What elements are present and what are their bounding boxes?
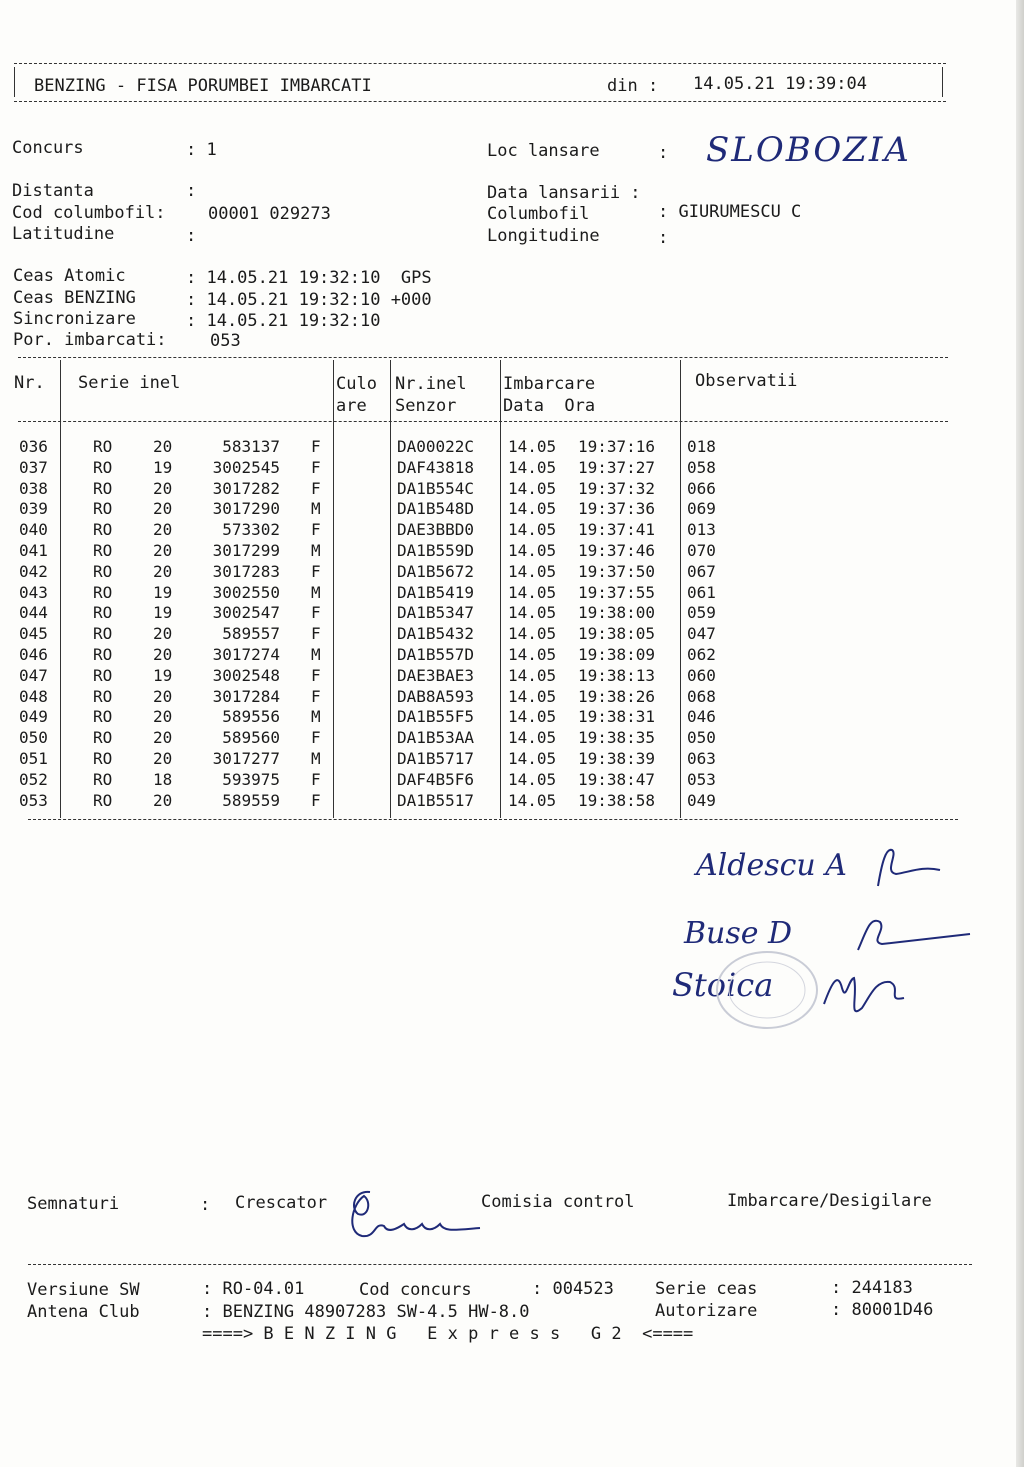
cell-date: 14.05 (508, 665, 557, 685)
header-top-rule (14, 63, 946, 64)
cell-observatii: 013 (687, 520, 716, 540)
cell-year: 19 (153, 457, 173, 477)
table-row (0, 602, 960, 623)
crescator-signature (338, 1184, 488, 1248)
cell-sensor-ring: DAE3BAE3 (397, 665, 475, 685)
antena-club-label: Antena Club (27, 1302, 140, 1322)
cell-sex: F (311, 520, 321, 540)
cell-country: RO (93, 478, 113, 498)
club-stamp (712, 948, 822, 1032)
table-top-rule (18, 357, 948, 358)
cell-country: RO (93, 707, 113, 727)
cell-observatii: 059 (687, 603, 716, 623)
cell-nr: 051 (19, 749, 48, 768)
cell-time: 19:37:27 (578, 457, 656, 477)
table-row (0, 727, 960, 748)
ceas-benzing-value: : 14.05.21 19:32:10 +000 (186, 290, 432, 310)
cell-year: 20 (153, 686, 173, 706)
cell-year: 20 (153, 437, 173, 456)
cell-ring-number: 3017290 (212, 499, 280, 519)
cell-sensor-ring: DA1B55F5 (397, 707, 475, 727)
cell-date: 14.05 (508, 582, 557, 602)
cell-country: RO (93, 769, 113, 789)
header-culoare-line1: Culo (336, 374, 377, 394)
porumbei-imbarcati-value: 053 (210, 331, 241, 351)
cell-nr: 052 (19, 769, 48, 789)
cell-ring-number: 573302 (222, 520, 280, 540)
cell-country: RO (93, 437, 113, 456)
header-right-border (942, 67, 943, 97)
signature-scribble-2 (840, 908, 975, 956)
ceas-benzing-label: Ceas BENZING (13, 288, 136, 308)
cell-observatii: 069 (687, 499, 716, 519)
cell-observatii: 066 (687, 478, 716, 498)
cell-ring-number: 3002550 (212, 582, 280, 602)
cell-nr: 043 (19, 582, 48, 602)
cell-date: 14.05 (508, 457, 557, 477)
cell-ring-number: 589557 (222, 624, 280, 644)
longitudine-label: Longitudine (487, 226, 600, 246)
cell-date: 14.05 (508, 520, 557, 540)
cell-year: 20 (153, 624, 173, 644)
cell-observatii: 061 (687, 582, 716, 602)
cell-time: 19:37:16 (578, 437, 656, 456)
cell-sex: F (311, 790, 321, 810)
table-row (0, 790, 960, 811)
cell-sensor-ring: DA1B548D (397, 499, 475, 519)
cell-nr: 037 (19, 457, 48, 477)
loc-lansare-handwritten: SLOBOZIA (706, 130, 911, 170)
cell-ring-number: 3017284 (212, 686, 280, 706)
table-row (0, 519, 960, 540)
table-row (0, 436, 960, 457)
table-header-rule (18, 421, 948, 422)
cell-sensor-ring: DAB8A593 (397, 686, 475, 706)
table-bottom-rule (28, 819, 958, 820)
cell-nr: 040 (19, 520, 48, 540)
serie-ceas-value: : 244183 (831, 1278, 913, 1298)
cell-time: 19:38:26 (578, 686, 656, 706)
signature-scribble-1 (870, 842, 950, 890)
header-bottom-rule (14, 101, 946, 102)
cell-nr: 047 (19, 665, 48, 685)
printed-at-label: din : (607, 76, 659, 96)
cell-date: 14.05 (508, 499, 557, 519)
table-row (0, 769, 960, 790)
versiune-sw-value: : RO-04.01 (202, 1279, 305, 1299)
header-culoare-line2: are (336, 396, 367, 416)
cell-country: RO (93, 561, 113, 581)
distanta-label: Distanta (12, 181, 94, 201)
table-row (0, 748, 960, 769)
cell-date: 14.05 (508, 790, 557, 810)
cell-sex: F (311, 624, 321, 644)
cell-time: 19:37:46 (578, 541, 656, 560)
semnaturi-separator: : (200, 1195, 211, 1215)
cell-nr: 042 (19, 561, 48, 581)
cell-country: RO (93, 749, 113, 768)
ceas-atomic-value: : 14.05.21 19:32:10 GPS (186, 268, 432, 288)
cell-sex: M (311, 582, 321, 602)
cell-year: 20 (153, 520, 173, 540)
cell-sensor-ring: DAF43818 (397, 457, 475, 477)
table-row (0, 665, 960, 686)
cell-sensor-ring: DAE3BBD0 (397, 520, 475, 540)
cell-nr: 046 (19, 645, 48, 664)
cell-sex: M (311, 645, 321, 664)
cell-sex: F (311, 769, 321, 789)
cell-time: 19:37:41 (578, 520, 656, 540)
cell-sensor-ring: DA1B53AA (397, 728, 475, 748)
versiune-sw-label: Versiune SW (27, 1280, 140, 1300)
cell-ring-number: 589556 (222, 707, 280, 727)
cell-nr: 036 (19, 437, 48, 456)
header-observatii: Observatii (695, 371, 798, 391)
cell-date: 14.05 (508, 541, 557, 560)
cell-sensor-ring: DA1B5517 (397, 790, 475, 810)
cell-country: RO (93, 582, 113, 602)
cell-time: 19:38:39 (578, 749, 656, 768)
concurs-value: : 1 (186, 140, 217, 160)
header-senzor-line2: Senzor (395, 396, 457, 416)
cell-year: 19 (153, 582, 173, 602)
cell-sex: M (311, 749, 321, 768)
cell-ring-number: 3017283 (212, 561, 280, 581)
cell-country: RO (93, 686, 113, 706)
cell-observatii: 053 (687, 769, 716, 789)
comisia-control-label: Comisia control (481, 1192, 635, 1212)
cell-nr: 050 (19, 728, 48, 748)
cell-year: 20 (153, 478, 173, 498)
cell-sensor-ring: DA1B554C (397, 478, 475, 498)
cell-observatii: 067 (687, 561, 716, 581)
data-lansarii-label: Data lansarii : (487, 183, 641, 203)
cell-ring-number: 3017274 (212, 645, 280, 664)
cell-country: RO (93, 457, 113, 477)
cell-country: RO (93, 624, 113, 644)
ceas-atomic-label: Ceas Atomic (13, 266, 126, 286)
cell-time: 19:38:09 (578, 645, 656, 664)
cell-time: 19:37:36 (578, 499, 656, 519)
cell-sex: F (311, 561, 321, 581)
cell-time: 19:37:50 (578, 561, 656, 581)
table-row (0, 478, 960, 499)
signature-scribble-3 (818, 962, 918, 1024)
cell-date: 14.05 (508, 707, 557, 727)
cell-date: 14.05 (508, 749, 557, 768)
table-row (0, 457, 960, 478)
cell-sex: F (311, 457, 321, 477)
cell-observatii: 062 (687, 645, 716, 664)
header-imbarcare-line1: Imbarcare (503, 374, 596, 394)
latitudine-value: : (186, 226, 197, 246)
cell-ring-number: 3017282 (212, 478, 280, 498)
header-left-border (14, 67, 15, 97)
cell-sensor-ring: DA1B5347 (397, 603, 475, 623)
cell-time: 19:38:05 (578, 624, 656, 644)
table-row (0, 582, 960, 603)
cell-year: 20 (153, 728, 173, 748)
committee-member-1: Aldescu A (696, 848, 847, 883)
cell-observatii: 046 (687, 707, 716, 727)
cell-year: 20 (153, 561, 173, 581)
table-row (0, 686, 960, 707)
loc-lansare-separator: : (658, 143, 669, 163)
cell-sex: M (311, 541, 321, 560)
cell-ring-number: 3002548 (212, 665, 280, 685)
cell-date: 14.05 (508, 624, 557, 644)
cod-concurs-label: Cod concurs (359, 1280, 472, 1300)
cell-date: 14.05 (508, 645, 557, 664)
cell-nr: 048 (19, 686, 48, 706)
cell-country: RO (93, 541, 113, 560)
distanta-value: : (186, 181, 197, 201)
cell-ring-number: 589560 (222, 728, 280, 748)
cell-nr: 038 (19, 478, 48, 498)
cell-time: 19:37:32 (578, 478, 656, 498)
table-row (0, 623, 960, 644)
cell-year: 19 (153, 665, 173, 685)
loc-lansare-label: Loc lansare (487, 141, 600, 161)
columbofil-label: Columbofil (487, 204, 590, 224)
porumbei-imbarcati-label: Por. imbarcati: (13, 330, 167, 350)
autorizare-value: : 80001D46 (831, 1300, 934, 1320)
cell-year: 18 (153, 769, 173, 789)
cell-time: 19:38:35 (578, 728, 656, 748)
cell-nr: 041 (19, 541, 48, 560)
cell-sensor-ring: DA1B5432 (397, 624, 475, 644)
antena-club-value: : BENZING 48907283 SW-4.5 HW-8.0 (202, 1302, 530, 1322)
cell-time: 19:38:31 (578, 707, 656, 727)
cell-year: 19 (153, 603, 173, 623)
printed-at-value: 14.05.21 19:39:04 (693, 74, 867, 94)
cell-sex: F (311, 478, 321, 498)
table-row (0, 540, 960, 561)
document-title: BENZING - FISA PORUMBEI IMBARCATI (34, 76, 372, 96)
cell-observatii: 050 (687, 728, 716, 748)
benzing-express-banner: ====> B E N Z I N G E x p r e s s G 2 <==== (202, 1324, 694, 1344)
cell-sex: F (311, 437, 321, 456)
cell-date: 14.05 (508, 769, 557, 789)
cod-columbofil-value: 00001 029273 (208, 204, 331, 224)
footer-rule (28, 1264, 972, 1265)
cell-nr: 053 (19, 790, 48, 810)
cell-date: 14.05 (508, 478, 557, 498)
cell-sensor-ring: DA1B557D (397, 645, 475, 664)
cell-country: RO (93, 728, 113, 748)
cell-date: 14.05 (508, 561, 557, 581)
cell-country: RO (93, 603, 113, 623)
cell-year: 20 (153, 790, 173, 810)
cell-ring-number: 589559 (222, 790, 280, 810)
cell-country: RO (93, 499, 113, 519)
cell-sex: F (311, 728, 321, 748)
cell-country: RO (93, 645, 113, 664)
cell-date: 14.05 (508, 437, 557, 456)
cell-ring-number: 593975 (222, 769, 280, 789)
latitudine-label: Latitudine (12, 224, 115, 244)
cell-observatii: 060 (687, 665, 716, 685)
cell-year: 20 (153, 541, 173, 560)
cod-columbofil-label: Cod columbofil: (12, 203, 166, 223)
cell-nr: 049 (19, 707, 48, 727)
paper-edge-shadow (1016, 0, 1024, 1467)
cell-country: RO (93, 790, 113, 810)
cell-ring-number: 583137 (222, 437, 280, 456)
cell-year: 20 (153, 499, 173, 519)
cell-sensor-ring: DA1B559D (397, 541, 475, 560)
cell-ring-number: 3017277 (212, 749, 280, 768)
cell-ring-number: 3002545 (212, 457, 280, 477)
concurs-label: Concurs (12, 138, 84, 158)
committee-member-3: Stoica (672, 966, 774, 1004)
header-data-ora-line2: Data Ora (503, 396, 596, 416)
table-row (0, 644, 960, 665)
cod-concurs-value: : 004523 (532, 1279, 614, 1299)
cell-time: 19:37:55 (578, 582, 656, 602)
cell-sex: M (311, 707, 321, 727)
cell-date: 14.05 (508, 603, 557, 623)
cell-country: RO (93, 520, 113, 540)
cell-sex: F (311, 686, 321, 706)
cell-observatii: 058 (687, 457, 716, 477)
sincronizare-label: Sincronizare (13, 309, 136, 329)
cell-year: 20 (153, 707, 173, 727)
cell-sensor-ring: DA00022C (397, 437, 475, 456)
header-serie-inel: Serie inel (78, 373, 181, 393)
cell-sex: F (311, 603, 321, 623)
cell-time: 19:38:13 (578, 665, 656, 685)
cell-time: 19:38:47 (578, 769, 656, 789)
cell-observatii: 063 (687, 749, 716, 768)
table-row (0, 498, 960, 519)
cell-date: 14.05 (508, 728, 557, 748)
header-nr-inel-line1: Nr.inel (395, 374, 467, 394)
serie-ceas-label: Serie ceas (655, 1279, 758, 1299)
cell-sex: F (311, 665, 321, 685)
cell-observatii: 049 (687, 790, 716, 810)
cell-country: RO (93, 665, 113, 685)
sincronizare-value: : 14.05.21 19:32:10 (186, 311, 381, 331)
cell-sensor-ring: DAF4B5F6 (397, 769, 475, 789)
committee-member-2: Buse D (684, 916, 793, 951)
cell-observatii: 047 (687, 624, 716, 644)
crescator-label: Crescator (235, 1193, 328, 1213)
header-nr: Nr. (14, 373, 45, 393)
cell-year: 20 (153, 645, 173, 664)
cell-nr: 039 (19, 499, 48, 519)
cell-date: 14.05 (508, 686, 557, 706)
cell-observatii: 070 (687, 541, 716, 560)
autorizare-label: Autorizare (655, 1301, 758, 1321)
cell-observatii: 018 (687, 437, 716, 456)
columbofil-value: : GIURUMESCU C (658, 202, 802, 222)
cell-sensor-ring: DA1B5717 (397, 749, 475, 768)
longitudine-value: : (658, 228, 669, 248)
cell-observatii: 068 (687, 686, 716, 706)
semnaturi-label: Semnaturi (27, 1194, 120, 1214)
cell-ring-number: 3002547 (212, 603, 280, 623)
imbarcare-desigilare-label: Imbarcare/Desigilare (727, 1191, 932, 1211)
cell-sensor-ring: DA1B5672 (397, 561, 475, 581)
cell-nr: 044 (19, 603, 48, 623)
cell-year: 20 (153, 749, 173, 768)
cell-sex: M (311, 499, 321, 519)
cell-time: 19:38:58 (578, 790, 656, 810)
cell-ring-number: 3017299 (212, 541, 280, 560)
cell-sensor-ring: DA1B5419 (397, 582, 475, 602)
cell-time: 19:38:00 (578, 603, 656, 623)
table-row (0, 561, 960, 582)
cell-nr: 045 (19, 624, 48, 644)
table-row (0, 706, 960, 727)
